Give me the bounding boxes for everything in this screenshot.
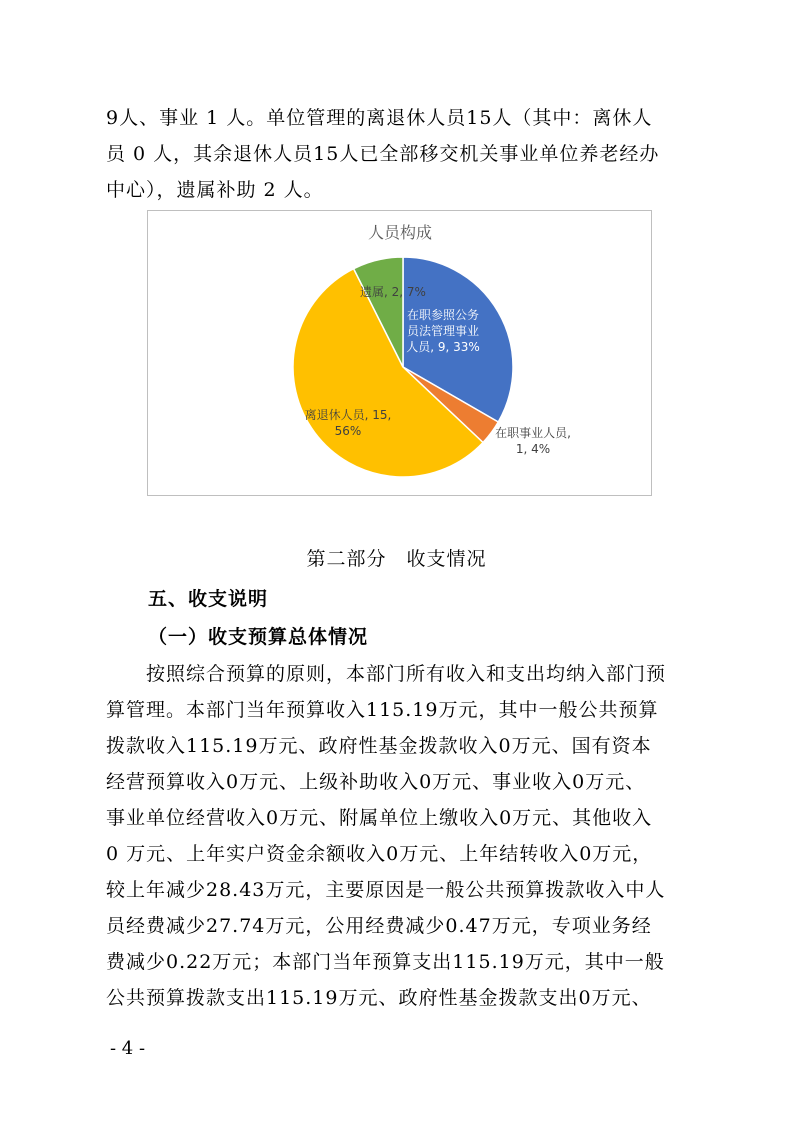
body-line: 较上年减少28.43万元，主要原因是一般公共预算拨款收入中人: [106, 879, 666, 901]
body-line: 事业单位经营收入0万元、附属单位上缴收入0万元、其他收入: [106, 807, 653, 829]
pie-chart-svg: [148, 211, 651, 495]
body-line: 算管理。本部门当年预算收入115.19万元，其中一般公共预算: [106, 699, 659, 721]
body-line: 拨款收入115.19万元、政府性基金拨款收入0万元、国有资本: [106, 735, 652, 757]
page-number: - 4 -: [110, 1038, 146, 1059]
intro-paragraph: [106, 100, 696, 208]
subsection-heading: （一）收支预算总体情况: [148, 626, 369, 648]
chart-title: 人员构成: [367, 223, 433, 242]
slice-label: 遗属, 2, 7%: [360, 285, 426, 299]
pie-chart: [147, 210, 652, 496]
intro-line: 中心），遗属补助 2 人。: [106, 179, 324, 201]
slice-label: 在职事业人员, 1, 4%: [495, 426, 571, 456]
slice-label: 离退休人员, 15, 56%: [304, 408, 392, 438]
body-line: 0 万元、上年实户资金余额收入0万元、上年结转收入0万元，: [106, 843, 653, 865]
body-line: 员经费减少27.74万元，公用经费减少0.47万元，专项业务经: [106, 915, 652, 937]
body-line: 公共预算拨款支出115.19万元、政府性基金拨款支出0万元、: [106, 987, 652, 1009]
intro-line: 9人、事业 1 人。单位管理的离退休人员15人（其中：离休人: [106, 107, 653, 129]
slice-label: 在职参照公务员法管理事业人员, 9, 33%: [406, 308, 480, 354]
part-title: 第二部分 收支情况: [306, 548, 487, 570]
intro-line: 员 0 人，其余退休人员15人已全部移交机关事业单位养老经办: [106, 143, 660, 165]
section-heading: 五、收支说明: [148, 588, 269, 610]
body-line: 经营预算收入0万元、上级补助收入0万元、事业收入0万元、: [106, 771, 646, 793]
body-paragraph: [106, 656, 696, 1016]
body-line: 按照综合预算的原则，本部门所有收入和支出均纳入部门预: [106, 663, 667, 685]
body-line: 费减少0.22万元；本部门当年预算支出115.19万元，其中一般: [106, 951, 665, 973]
